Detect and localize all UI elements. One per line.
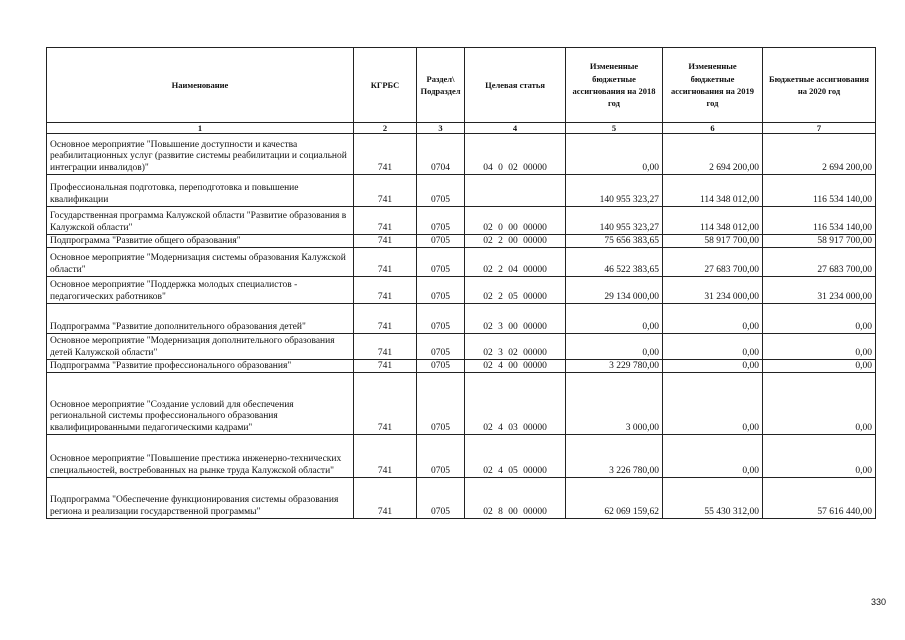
row-2018: 62 069 159,62 <box>566 478 663 519</box>
row-article: 02 4 05 00000 <box>465 435 566 478</box>
row-2020: 31 234 000,00 <box>763 277 876 304</box>
row-2019: 55 430 312,00 <box>663 478 763 519</box>
row-2020: 57 616 440,00 <box>763 478 876 519</box>
row-2018: 140 955 323,27 <box>566 175 663 207</box>
row-2019: 114 348 012,00 <box>663 175 763 207</box>
row-2020: 2 694 200,00 <box>763 134 876 175</box>
row-razdel: 0705 <box>417 478 465 519</box>
row-2019: 0,00 <box>663 304 763 334</box>
row-2020: 0,00 <box>763 435 876 478</box>
row-2018: 3 229 780,00 <box>566 360 663 373</box>
row-2020: 116 534 140,00 <box>763 175 876 207</box>
table-row <box>47 207 876 235</box>
row-article: 02 4 00 00000 <box>465 360 566 373</box>
row-kgrbs: 741 <box>354 207 417 235</box>
row-2020: 0,00 <box>763 304 876 334</box>
row-article: 02 0 00 00000 <box>465 207 566 235</box>
row-2019: 0,00 <box>663 435 763 478</box>
table-row <box>47 175 876 207</box>
row-2018: 29 134 000,00 <box>566 277 663 304</box>
row-razdel: 0705 <box>417 360 465 373</box>
budget-table <box>46 47 876 519</box>
column-number: 6 <box>663 123 763 134</box>
column-number: 3 <box>417 123 465 134</box>
column-number: 2 <box>354 123 417 134</box>
row-razdel: 0705 <box>417 373 465 435</box>
row-razdel: 0704 <box>417 134 465 175</box>
row-2018: 0,00 <box>566 304 663 334</box>
row-article: 02 2 00 00000 <box>465 235 566 248</box>
column-number: 5 <box>566 123 663 134</box>
row-kgrbs: 741 <box>354 235 417 248</box>
row-name: Подпрограмма "Развитие общего образования" <box>47 235 354 248</box>
row-razdel: 0705 <box>417 235 465 248</box>
row-2018: 46 522 383,65 <box>566 248 663 277</box>
row-2019: 114 348 012,00 <box>663 207 763 235</box>
table-row <box>47 334 876 360</box>
row-article: 04 0 02 00000 <box>465 134 566 175</box>
row-name: Основное мероприятие "Создание условий для обеспечения региональной системы профессионального образования квалифицированными педагогическими кадрами" <box>47 373 354 435</box>
row-2019: 0,00 <box>663 373 763 435</box>
header-2019: Измененные бюджетные ассигнования на 2019 год <box>663 48 763 123</box>
row-article: 02 2 05 00000 <box>465 277 566 304</box>
row-kgrbs: 741 <box>354 175 417 207</box>
row-kgrbs: 741 <box>354 478 417 519</box>
table-row <box>47 134 876 175</box>
row-2018: 3 000,00 <box>566 373 663 435</box>
row-razdel: 0705 <box>417 334 465 360</box>
header-name: Наименование <box>47 48 354 123</box>
column-number: 1 <box>47 123 354 134</box>
row-2020: 27 683 700,00 <box>763 248 876 277</box>
row-2019: 58 917 700,00 <box>663 235 763 248</box>
row-kgrbs: 741 <box>354 435 417 478</box>
row-kgrbs: 741 <box>354 304 417 334</box>
row-2018: 75 656 383,65 <box>566 235 663 248</box>
row-2020: 0,00 <box>763 334 876 360</box>
table-row <box>47 304 876 334</box>
row-name: Основное мероприятие "Модернизация дополнительного образования детей Калужской области" <box>47 334 354 360</box>
header-2020: Бюджетные ассигнования на 2020 год <box>763 48 876 123</box>
table-row <box>47 277 876 304</box>
header-2018: Измененные бюджетные ассигнования на 2018 год <box>566 48 663 123</box>
row-razdel: 0705 <box>417 435 465 478</box>
row-2019: 0,00 <box>663 360 763 373</box>
row-kgrbs: 741 <box>354 373 417 435</box>
row-kgrbs: 741 <box>354 248 417 277</box>
row-kgrbs: 741 <box>354 334 417 360</box>
row-razdel: 0705 <box>417 248 465 277</box>
row-article <box>465 175 566 207</box>
row-2020: 58 917 700,00 <box>763 235 876 248</box>
row-article: 02 3 02 00000 <box>465 334 566 360</box>
column-number-row <box>47 123 876 134</box>
row-2019: 0,00 <box>663 334 763 360</box>
row-2019: 31 234 000,00 <box>663 277 763 304</box>
row-razdel: 0705 <box>417 304 465 334</box>
row-kgrbs: 741 <box>354 277 417 304</box>
table-row <box>47 478 876 519</box>
page-number: 330 <box>871 597 887 607</box>
row-name: Основное мероприятие "Повышение престижа инженерно-технических специальностей, востребованных на рынке труда Калужской области" <box>47 435 354 478</box>
row-name: Подпрограмма "Развитие дополнительного образования детей" <box>47 304 354 334</box>
header-row <box>47 48 876 123</box>
row-article: 02 8 00 00000 <box>465 478 566 519</box>
row-name: Основное мероприятие "Поддержка молодых специалистов - педагогических работников" <box>47 277 354 304</box>
row-razdel: 0705 <box>417 277 465 304</box>
table-row <box>47 248 876 277</box>
row-name: Подпрограмма "Обеспечение функционирования системы образования региона и реализации государственной программы" <box>47 478 354 519</box>
row-article: 02 3 00 00000 <box>465 304 566 334</box>
row-2018: 0,00 <box>566 334 663 360</box>
row-2020: 0,00 <box>763 360 876 373</box>
row-name: Профессиональная подготовка, переподготовка и повышение квалификации <box>47 175 354 207</box>
table-row <box>47 435 876 478</box>
table-row <box>47 235 876 248</box>
table-row <box>47 373 876 435</box>
row-2019: 2 694 200,00 <box>663 134 763 175</box>
row-name: Подпрограмма "Развитие профессионального образования" <box>47 360 354 373</box>
row-razdel: 0705 <box>417 175 465 207</box>
row-2020: 116 534 140,00 <box>763 207 876 235</box>
row-article: 02 2 04 00000 <box>465 248 566 277</box>
column-number: 7 <box>763 123 876 134</box>
row-2020: 0,00 <box>763 373 876 435</box>
row-2019: 27 683 700,00 <box>663 248 763 277</box>
row-razdel: 0705 <box>417 207 465 235</box>
header-kgrbs: КГРБС <box>354 48 417 123</box>
row-name: Основное мероприятие "Модернизация системы образования Калужской области" <box>47 248 354 277</box>
header-razdel: Раздел\ Подраздел <box>417 48 465 123</box>
row-article: 02 4 03 00000 <box>465 373 566 435</box>
table-row <box>47 360 876 373</box>
row-2018: 140 955 323,27 <box>566 207 663 235</box>
row-kgrbs: 741 <box>354 360 417 373</box>
row-2018: 3 226 780,00 <box>566 435 663 478</box>
header-article: Целевая статья <box>465 48 566 123</box>
row-name: Основное мероприятие "Повышение доступности и качества реабилитационных услуг (развитие системы реабилитации и социальной интеграции инвалидов)" <box>47 134 354 175</box>
column-number: 4 <box>465 123 566 134</box>
row-kgrbs: 741 <box>354 134 417 175</box>
row-2018: 0,00 <box>566 134 663 175</box>
row-name: Государственная программа Калужской области "Развитие образования в Калужской области" <box>47 207 354 235</box>
